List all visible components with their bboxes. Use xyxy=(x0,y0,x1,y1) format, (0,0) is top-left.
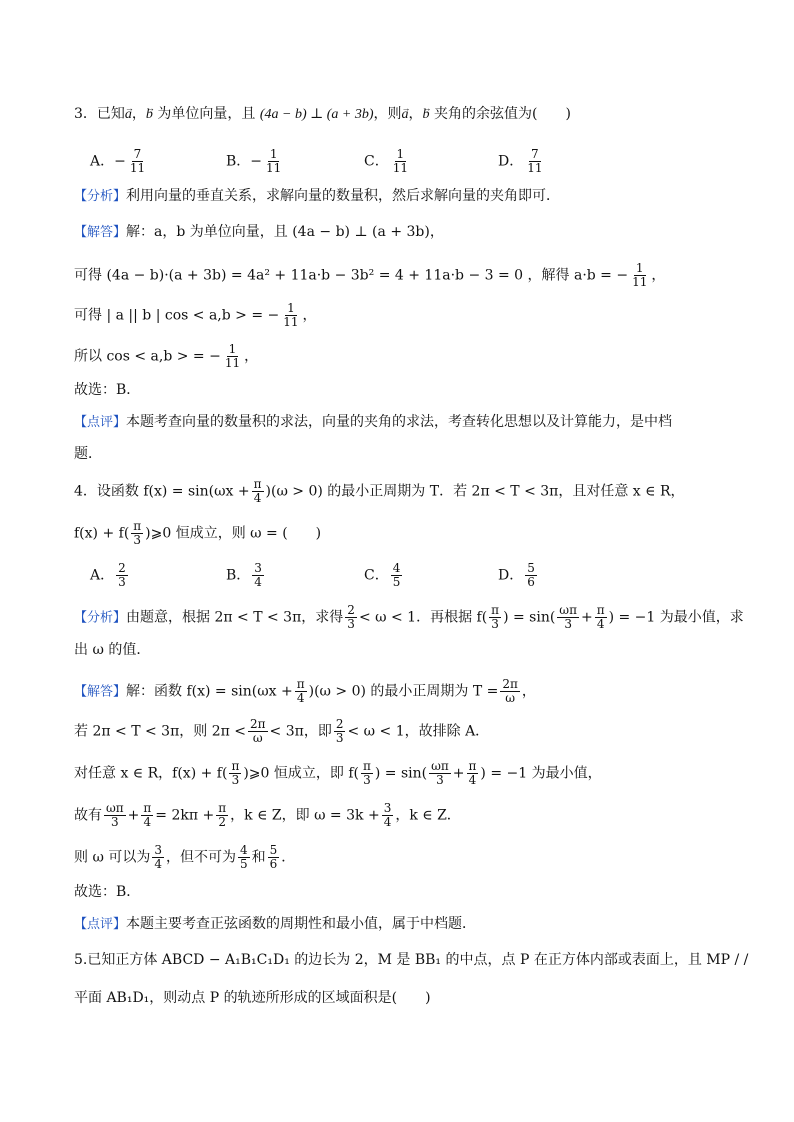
q4-option-b: B． $\frac{3}{4}$ xyxy=(226,561,262,589)
q4-solution-line-1: 【解答】解：函数 f(x) = sin(ωx + $\frac{\pi}{4}$ )(ω > 0) 的最小正周期为 T = $\frac{2\pi}{\omega}$ ， xyxy=(74,677,536,705)
solution-tag: 【解答】 xyxy=(74,684,127,700)
q3-option-a: A．− $\frac{7}{11}$ xyxy=(90,147,146,175)
q4-stem-line-2: f(x) + f( $\frac{\pi}{3}$ )⩾0 恒成立，则 ω = ( ) xyxy=(74,519,322,547)
q3-option-b: B．− $\frac{1}{11}$ xyxy=(226,147,282,175)
q4-option-a: A． $\frac{2}{3}$ xyxy=(90,561,126,589)
q3-option-c: C． $\frac{1}{11}$ xyxy=(364,147,408,175)
q3-solution-line-2: 可得 (4a − b)·(a + 3b) = 4a² + 11a·b − 3b² = 4 + 11a·b − 3 = 0 ，解得 a·b = − $\frac{1}{11}$ ， xyxy=(74,261,666,289)
comment-tag: 【点评】 xyxy=(74,415,127,430)
q4-solution-line-2: 若 2π < T < 3π，则 2π < $\frac{2\pi}{\omega}$ < 3π，即 $\frac{2}{3}$ < ω < 1，故排除 A． xyxy=(74,717,490,745)
q4-analysis-line-1: 【分析】由题意，根据 2π < T < 3π，求得 $\frac{2}{3}$ < ω < 1．再根据 f( $\frac{\pi}{3}$ ) = sin( $\frac{\omega\pi}{3}$ + $\frac{\pi}{4}$ ) = −1 为最小值，求 xyxy=(74,603,744,631)
q3-answer: 故选：B． xyxy=(74,382,141,398)
q4-analysis-line-2: 出 ω 的值． xyxy=(74,642,151,658)
q4-stem-line-1: 4．设函数 f(x) = sin(ωx + $\frac{\pi}{4}$ )(ω > 0) 的最小正周期为 T．若 2π < T < 3π，且对任意 x ∈ R， xyxy=(74,477,685,505)
q3-solution-line-4: 所以 cos < a,b > = − $\frac{1}{11}$ ， xyxy=(74,342,259,370)
q4-solution-line-4: 故有 $\frac{\omega\pi}{3}$ + $\frac{\pi}{4}$ = 2kπ + $\frac{\pi}{2}$ ，k ∈ Z，即 ω = 3k + $\frac{3}{4}$ ，k ∈ Z． xyxy=(74,801,461,829)
q3-solution-line-1: 【解答】解：a，b 为单位向量，且 (4a − b) ⊥ (a + 3b)， xyxy=(74,224,444,240)
q3-comment: 【点评】本题考查向量的数量积的求法，向量的夹角的求法，考查转化思想以及计算能力，是中档 xyxy=(74,414,673,430)
q3-solution-line-3: 可得 | a || b | cos < a,b > = − $\frac{1}{11}$ ， xyxy=(74,301,317,329)
analysis-tag: 【分析】 xyxy=(74,189,127,204)
q3-comment-cont: 题． xyxy=(74,446,102,462)
q4-answer: 故选：B． xyxy=(74,884,141,900)
q4-solution-line-3: 对任意 x ∈ R，f(x) + f( $\frac{\pi}{3}$ )⩾0 恒成立，即 f( $\frac{\pi}{3}$ ) = sin( $\frac{\omega\pi}{3}$ + $\frac{\pi}{4}$ ) = −1 为最小值， xyxy=(74,759,602,787)
analysis-tag: 【分析】 xyxy=(74,610,127,626)
q3-analysis: 【分析】利用向量的垂直关系，求解向量的数量积，然后求解向量的夹角即可． xyxy=(74,188,561,204)
q3-option-d: D． $\frac{7}{11}$ xyxy=(498,147,543,175)
comment-tag: 【点评】 xyxy=(74,917,127,932)
q4-comment: 【点评】本题主要考查正弦函数的周期性和最小值，属于中档题． xyxy=(74,916,477,932)
q3-stem: 3．已知→ a，→ b 为单位向量，且 (4a − b) ⊥ (a + 3b)，则→ a，→ b 夹角的余弦值为( ) xyxy=(74,104,571,125)
q5-stem-line-1: 5.已知正方体 ABCD − A₁B₁C₁D₁ 的边长为 2，M 是 BB₁ 的中点，点 P 在正方体内部或表面上，且 MP / / xyxy=(74,952,749,968)
q4-option-c: C． $\frac{4}{5}$ xyxy=(364,561,401,589)
q5-stem-line-2: 平面 AB₁D₁，则动点 P 的轨迹所形成的区域面积是( ) xyxy=(74,990,431,1006)
q4-solution-line-5: 则 ω 可以为 $\frac{3}{4}$ ，但不可为 $\frac{4}{5}$ 和 $\frac{5}{6}$ ． xyxy=(74,843,296,871)
solution-tag: 【解答】 xyxy=(74,225,127,240)
q4-option-d: D． $\frac{5}{6}$ xyxy=(498,561,535,589)
